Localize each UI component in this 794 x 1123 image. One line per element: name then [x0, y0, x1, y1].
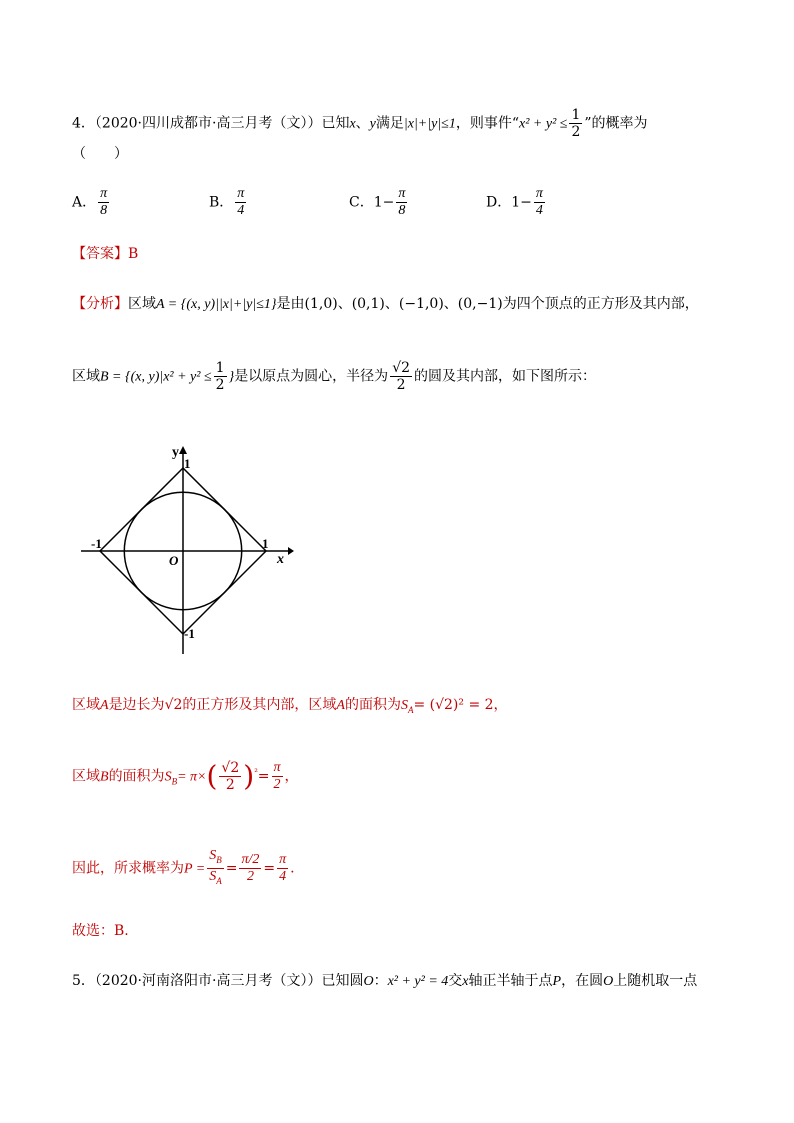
vertices: (1,0)、(0,1)、(−1,0)、(0,−1) [304, 296, 503, 312]
q4-condition: |x|+|y|≤1 [403, 116, 456, 132]
label-x: x [277, 552, 284, 567]
square-exp: ² [254, 767, 258, 778]
set-b-frac [214, 360, 227, 393]
area-s: S [164, 769, 172, 785]
y-axis [179, 446, 187, 654]
set-b: B = {(x, y)|x² + y² ≤ [100, 369, 212, 385]
answer-tag: 【答案】 [72, 246, 128, 262]
equals: = [263, 860, 276, 877]
q5-text: 上随机取一点 [613, 973, 698, 989]
frac-num: π [398, 186, 406, 201]
q5-text: 已知圆 [321, 973, 364, 989]
frac-den: 2 [246, 868, 254, 884]
q4-event-lhs: x² + y² ≤ [519, 116, 568, 132]
label-bottom: -1 [184, 626, 195, 641]
analysis-text: 的正方形及其内部，区域 [182, 697, 337, 713]
point-p: P [552, 974, 562, 989]
frac-num: π [237, 186, 245, 201]
answer-value: B [128, 246, 139, 262]
var-a: A [100, 698, 109, 713]
equals: = [225, 860, 238, 877]
option-frac [98, 186, 109, 219]
frac-num: π/2 [241, 851, 260, 867]
area-b-frac [219, 760, 241, 793]
var-b: B [100, 769, 109, 785]
prob-mid [239, 852, 261, 885]
frac-num: π [273, 760, 281, 775]
frac-num: 1 [571, 107, 581, 123]
frac-den: 4 [535, 203, 543, 218]
set-a: A = {(x, y)||x|+|y|≤1} [156, 297, 277, 312]
frac-den: 2 [571, 124, 581, 140]
option-prefix: 1− [373, 194, 395, 211]
answer-line [72, 244, 138, 264]
frac-num: √2 [392, 360, 411, 376]
option-label: A． [72, 194, 97, 211]
analysis-text: 的面积为 [108, 768, 165, 785]
option-label: D． [486, 194, 512, 211]
radius-frac [390, 360, 412, 393]
option-b[interactable] [209, 186, 248, 219]
var-y: y [369, 116, 376, 132]
frac-den: 2 [396, 377, 406, 393]
q5-source: （2020·河南洛阳市·高三月考（文）） [94, 973, 322, 989]
analysis-text: 因此，所求概率为 [72, 860, 184, 877]
area-a-eq: = (√2)² = 2， [413, 697, 508, 713]
analysis-text: 为四个顶点的正方形及其内部， [502, 296, 699, 312]
circle-equation: x² + y² = 4 [387, 974, 449, 989]
option-label: C． [349, 194, 374, 211]
circle-o: O [603, 974, 614, 989]
comma: ， [284, 768, 299, 785]
q4-text: 满足 [375, 115, 404, 132]
option-frac [534, 186, 545, 219]
option-a[interactable] [72, 186, 111, 219]
analysis-text: 是边长为 [108, 697, 165, 713]
analysis-text: 的面积为 [344, 697, 401, 713]
analysis-text: 的圆及其内部，如下图所示： [414, 368, 597, 385]
label-left: -1 [91, 536, 102, 551]
frac-num: √2 [221, 760, 240, 776]
frac-num: π [535, 186, 543, 201]
analysis-text: 区域 [72, 368, 100, 385]
q5-text: ，在圆 [561, 973, 604, 989]
area-sub: B [171, 776, 178, 787]
q5-text: 轴正半轴于点 [468, 973, 553, 989]
q4-line1 [72, 107, 648, 140]
frac-num: 1 [215, 360, 225, 376]
label-right: 1 [262, 536, 269, 551]
analysis-line5 [72, 848, 295, 889]
area-sub: A [407, 704, 414, 715]
frac-den: 4 [279, 868, 287, 884]
period: . [290, 860, 295, 877]
analysis-line1 [72, 294, 699, 315]
var-a: A [336, 698, 345, 713]
analysis-line2 [72, 360, 596, 393]
analysis-text: 是以原点为圆心，半径为 [234, 368, 389, 385]
area-b-result [272, 760, 283, 793]
frac-den: 2 [273, 777, 281, 792]
q4-source: （2020·四川成都市·高三月考（文）） [94, 115, 322, 132]
q4-number: 4． [72, 115, 95, 132]
analysis-line4: 区域B的面积为$S_B= \pi\times$( $\frac{√2}{2}$ )$^{^2}$= $\frac{\pi}{2}$ ， [72, 759, 299, 793]
option-label: B． [209, 194, 234, 211]
option-d[interactable] [486, 186, 547, 219]
square-circle-figure [76, 438, 296, 658]
area-s: S [400, 698, 408, 713]
q5-line1 [72, 971, 697, 992]
analysis-text: 区域 [72, 697, 100, 713]
q5-text: 交 [448, 973, 463, 989]
frac-num: π [100, 186, 108, 201]
option-frac [396, 186, 407, 219]
frac-den: 8 [100, 203, 108, 218]
q4-text: ，则事件“ [455, 115, 520, 132]
axis-x: x [462, 974, 469, 989]
area-b-eq: = π× [177, 769, 207, 785]
q4-paren: （ ） [72, 146, 128, 162]
option-frac [235, 186, 246, 219]
q4-sep: 、 [355, 115, 370, 132]
label-y: y [172, 445, 179, 460]
frac-den: 2 [215, 377, 225, 393]
option-prefix: 1− [511, 194, 532, 211]
frac-num: π [279, 851, 287, 867]
q4-text: ”的概率为 [584, 115, 648, 132]
frac-den: $S_A$ [209, 868, 222, 886]
analysis-line3 [72, 695, 508, 720]
label-origin: O [169, 553, 179, 568]
analysis-text: 是由 [276, 296, 305, 312]
q5-colon: ： [373, 973, 388, 989]
circle-o: O [363, 974, 374, 989]
set-b-close: } [228, 369, 235, 385]
prob-ratio [207, 848, 224, 889]
q4-event-frac [569, 107, 582, 140]
option-c[interactable] [349, 186, 409, 219]
frac-den: 4 [237, 203, 245, 218]
choose-line: 故选：B. [72, 923, 129, 939]
analysis-tag: 【分析】 [72, 296, 128, 312]
q5-number: 5． [72, 973, 95, 989]
frac-num: $S_B$ [207, 848, 224, 869]
prob-p: P = [184, 861, 206, 877]
prob-result [277, 852, 288, 885]
analysis-text: 区域 [128, 296, 156, 312]
analysis-text: 区域 [72, 768, 100, 785]
side-length: √2 [164, 697, 183, 713]
q4-text: 已知 [321, 115, 350, 132]
var-x: x [349, 116, 356, 132]
label-top: 1 [184, 456, 191, 471]
equals: = [257, 768, 270, 785]
frac-den: 2 [225, 777, 235, 793]
frac-den: 8 [398, 203, 406, 218]
